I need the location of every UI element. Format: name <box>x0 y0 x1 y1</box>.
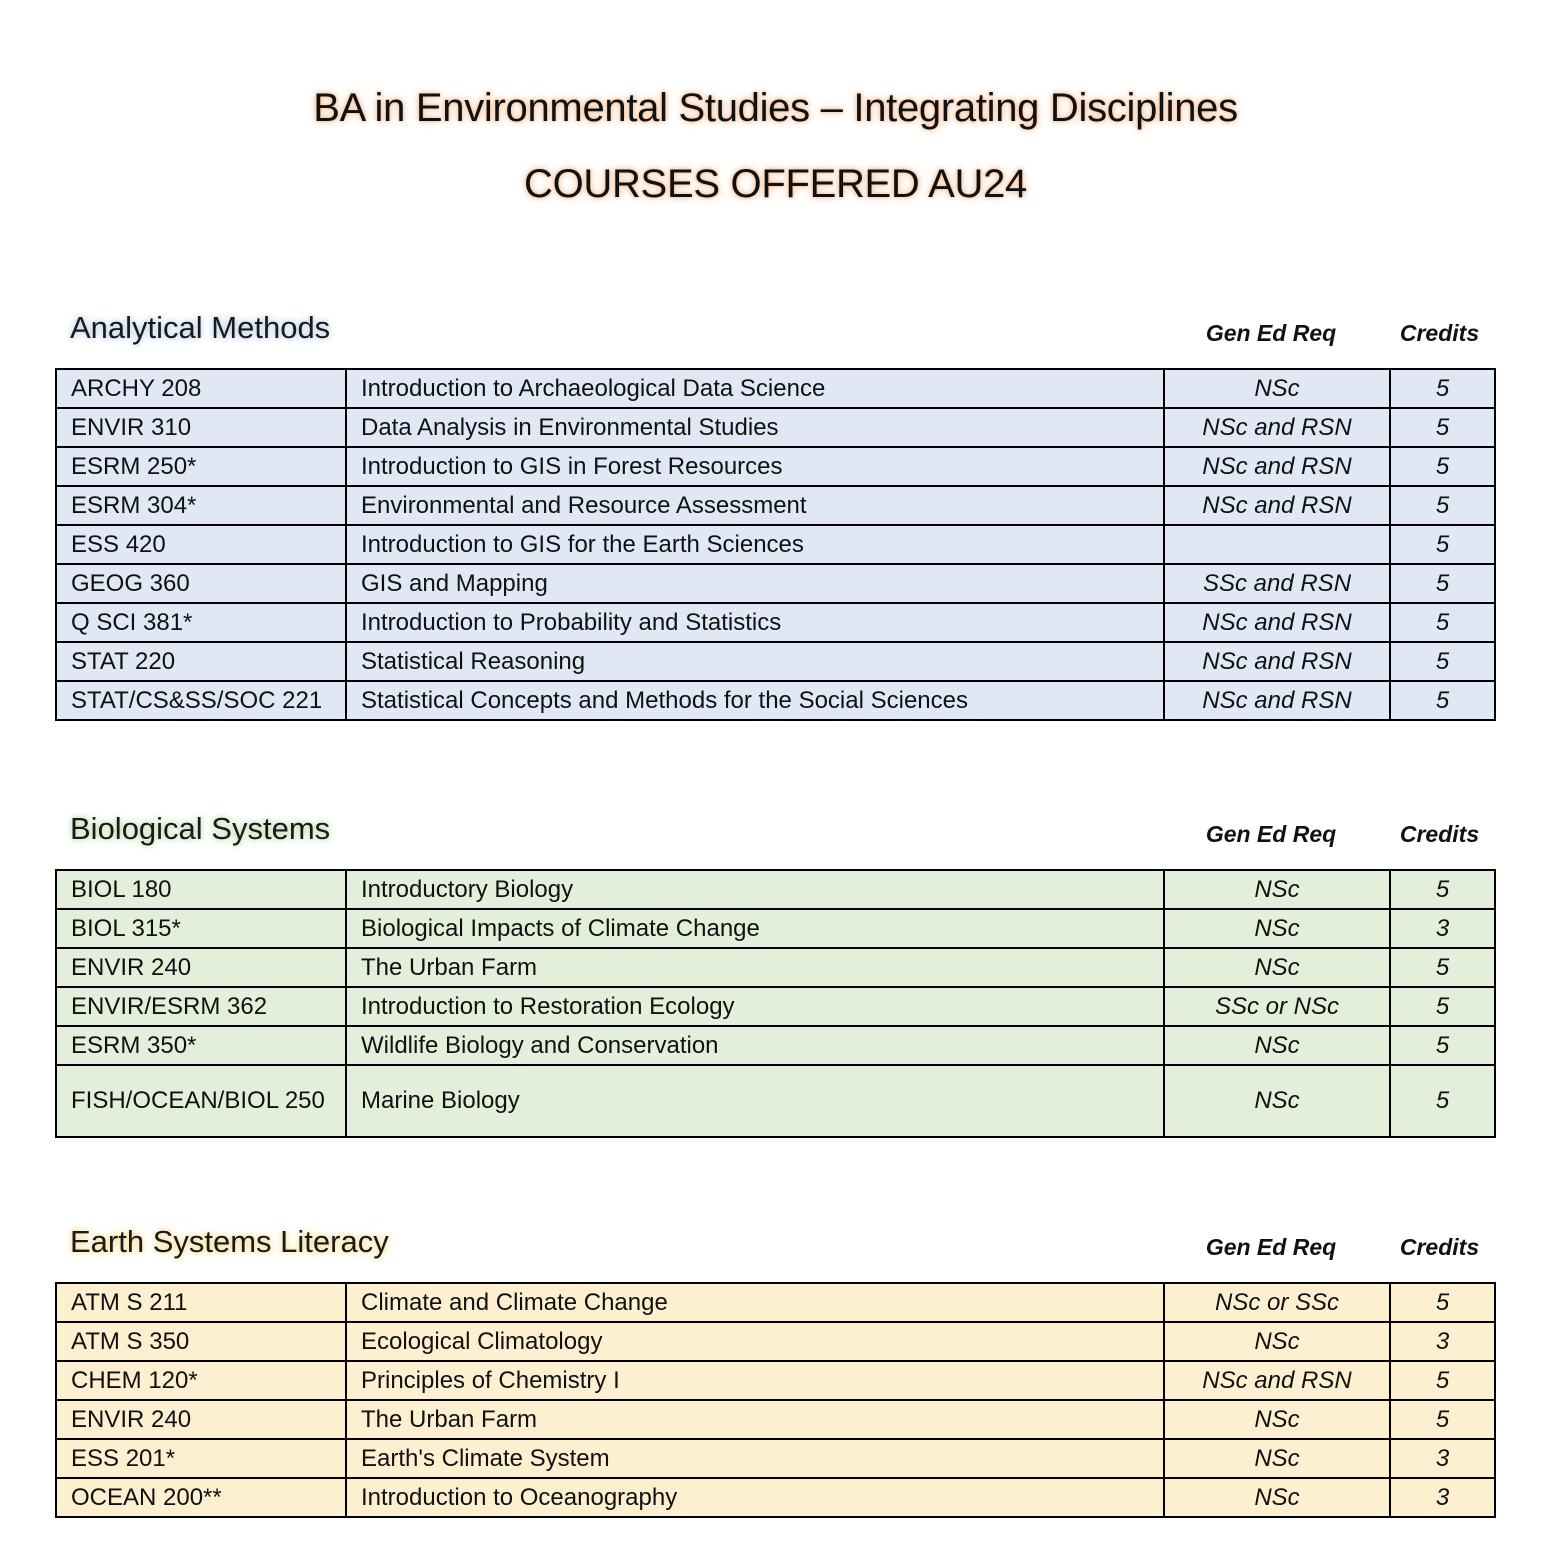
course-title: GIS and Mapping <box>346 564 1164 603</box>
course-code: CHEM 120* <box>56 1361 346 1400</box>
course-title: Introduction to GIS for the Earth Sciences <box>346 525 1164 564</box>
gen-ed-req: NSc and RSN <box>1164 408 1390 447</box>
gen-ed-column-label: Gen Ed Req <box>1205 320 1337 346</box>
credits: 5 <box>1390 681 1495 720</box>
courses-table <box>55 368 1496 721</box>
course-title: Marine Biology <box>346 1065 1164 1137</box>
gen-ed-req: NSc and RSN <box>1164 486 1390 525</box>
courses-table <box>55 869 1496 1138</box>
credits: 5 <box>1390 408 1495 447</box>
courses-table <box>55 1282 1496 1518</box>
course-code: ENVIR 240 <box>56 948 346 987</box>
credits: 5 <box>1390 870 1495 909</box>
gen-ed-req: NSc and RSN <box>1164 681 1390 720</box>
course-title: Biological Impacts of Climate Change <box>346 909 1164 948</box>
gen-ed-req: NSc <box>1164 1322 1390 1361</box>
table-row <box>56 486 1495 525</box>
course-code: ESRM 250* <box>56 447 346 486</box>
table-row <box>56 1400 1495 1439</box>
course-title: Principles of Chemistry I <box>346 1361 1164 1400</box>
course-code: ESS 420 <box>56 525 346 564</box>
section-analytical-methods <box>55 308 1496 721</box>
table-row <box>56 408 1495 447</box>
credits: 3 <box>1390 1478 1495 1517</box>
section-earth-systems-literacy <box>55 1222 1496 1518</box>
course-code: ENVIR 240 <box>56 1400 346 1439</box>
table-row <box>56 1439 1495 1478</box>
course-title: Climate and Climate Change <box>346 1283 1164 1322</box>
gen-ed-req: SSc and RSN <box>1164 564 1390 603</box>
table-row <box>56 564 1495 603</box>
gen-ed-req: NSc and RSN <box>1164 603 1390 642</box>
table-row <box>56 447 1495 486</box>
gen-ed-req: NSc <box>1164 1400 1390 1439</box>
course-title: Introduction to GIS in Forest Resources <box>346 447 1164 486</box>
course-code: BIOL 180 <box>56 870 346 909</box>
course-code: GEOG 360 <box>56 564 346 603</box>
credits: 5 <box>1390 369 1495 408</box>
table-row <box>56 1283 1495 1322</box>
course-code: BIOL 315* <box>56 909 346 948</box>
course-title: Statistical Reasoning <box>346 642 1164 681</box>
gen-ed-req: NSc <box>1164 369 1390 408</box>
table-row <box>56 681 1495 720</box>
document-header <box>0 70 1551 222</box>
course-title: Ecological Climatology <box>346 1322 1164 1361</box>
course-title: Introduction to Oceanography <box>346 1478 1164 1517</box>
credits: 5 <box>1390 447 1495 486</box>
course-code: Q SCI 381* <box>56 603 346 642</box>
course-code: ENVIR 310 <box>56 408 346 447</box>
credits-column-label: Credits <box>1399 821 1480 847</box>
table-row <box>56 1026 1495 1065</box>
course-title: Earth's Climate System <box>346 1439 1164 1478</box>
course-code: ENVIR/ESRM 362 <box>56 987 346 1026</box>
section-biological-systems <box>55 809 1496 1138</box>
credits-column-label: Credits <box>1399 320 1480 346</box>
gen-ed-req: SSc or NSc <box>1164 987 1390 1026</box>
gen-ed-req: NSc <box>1164 1065 1390 1137</box>
credits: 5 <box>1390 1361 1495 1400</box>
course-code: FISH/OCEAN/BIOL 250 <box>56 1065 346 1137</box>
course-code: OCEAN 200** <box>56 1478 346 1517</box>
section-header <box>55 308 1496 368</box>
course-code: ESRM 350* <box>56 1026 346 1065</box>
gen-ed-req: NSc and RSN <box>1164 1361 1390 1400</box>
table-row <box>56 1478 1495 1517</box>
gen-ed-req: NSc <box>1164 1478 1390 1517</box>
document-title: BA in Environmental Studies – Integrating Disciplines <box>313 86 1238 130</box>
course-title: Introduction to Archaeological Data Science <box>346 369 1164 408</box>
course-code: ESRM 304* <box>56 486 346 525</box>
credits: 5 <box>1390 525 1495 564</box>
section-title: Biological Systems <box>70 811 331 846</box>
course-code: ATM S 211 <box>56 1283 346 1322</box>
course-title: Statistical Concepts and Methods for the Social Sciences <box>346 681 1164 720</box>
table-row <box>56 642 1495 681</box>
course-code: STAT 220 <box>56 642 346 681</box>
table-row <box>56 1322 1495 1361</box>
course-title: The Urban Farm <box>346 948 1164 987</box>
credits: 5 <box>1390 1065 1495 1137</box>
table-row <box>56 987 1495 1026</box>
table-row <box>56 603 1495 642</box>
course-title: Introduction to Restoration Ecology <box>346 987 1164 1026</box>
table-row <box>56 1065 1495 1137</box>
course-title: The Urban Farm <box>346 1400 1164 1439</box>
gen-ed-req: NSc and RSN <box>1164 642 1390 681</box>
gen-ed-req: NSc <box>1164 909 1390 948</box>
gen-ed-req: NSc <box>1164 870 1390 909</box>
credits: 5 <box>1390 603 1495 642</box>
course-title: Introductory Biology <box>346 870 1164 909</box>
table-row <box>56 948 1495 987</box>
credits: 5 <box>1390 486 1495 525</box>
course-code: ARCHY 208 <box>56 369 346 408</box>
course-title: Introduction to Probability and Statistics <box>346 603 1164 642</box>
gen-ed-column-label: Gen Ed Req <box>1205 821 1337 847</box>
gen-ed-req: NSc <box>1164 948 1390 987</box>
table-row <box>56 369 1495 408</box>
credits: 3 <box>1390 1322 1495 1361</box>
credits-column-label: Credits <box>1399 1234 1480 1260</box>
credits: 5 <box>1390 987 1495 1026</box>
course-title: Data Analysis in Environmental Studies <box>346 408 1164 447</box>
gen-ed-req: NSc and RSN <box>1164 447 1390 486</box>
table-row <box>56 1361 1495 1400</box>
gen-ed-req <box>1164 525 1390 564</box>
credits: 5 <box>1390 948 1495 987</box>
gen-ed-column-label: Gen Ed Req <box>1205 1234 1337 1260</box>
section-title: Earth Systems Literacy <box>70 1224 389 1259</box>
section-header <box>55 809 1496 869</box>
gen-ed-req: NSc <box>1164 1439 1390 1478</box>
credits: 5 <box>1390 642 1495 681</box>
credits: 5 <box>1390 1026 1495 1065</box>
document-subtitle: COURSES OFFERED AU24 <box>523 162 1027 206</box>
course-title: Wildlife Biology and Conservation <box>346 1026 1164 1065</box>
course-title: Environmental and Resource Assessment <box>346 486 1164 525</box>
course-code: STAT/CS&SS/SOC 221 <box>56 681 346 720</box>
section-title: Analytical Methods <box>70 310 331 345</box>
course-code: ATM S 350 <box>56 1322 346 1361</box>
gen-ed-req: NSc or SSc <box>1164 1283 1390 1322</box>
table-row <box>56 525 1495 564</box>
gen-ed-req: NSc <box>1164 1026 1390 1065</box>
table-row <box>56 909 1495 948</box>
credits: 5 <box>1390 1400 1495 1439</box>
table-row <box>56 870 1495 909</box>
credits: 5 <box>1390 1283 1495 1322</box>
credits: 3 <box>1390 1439 1495 1478</box>
course-code: ESS 201* <box>56 1439 346 1478</box>
credits: 5 <box>1390 564 1495 603</box>
section-header <box>55 1222 1496 1282</box>
credits: 3 <box>1390 909 1495 948</box>
